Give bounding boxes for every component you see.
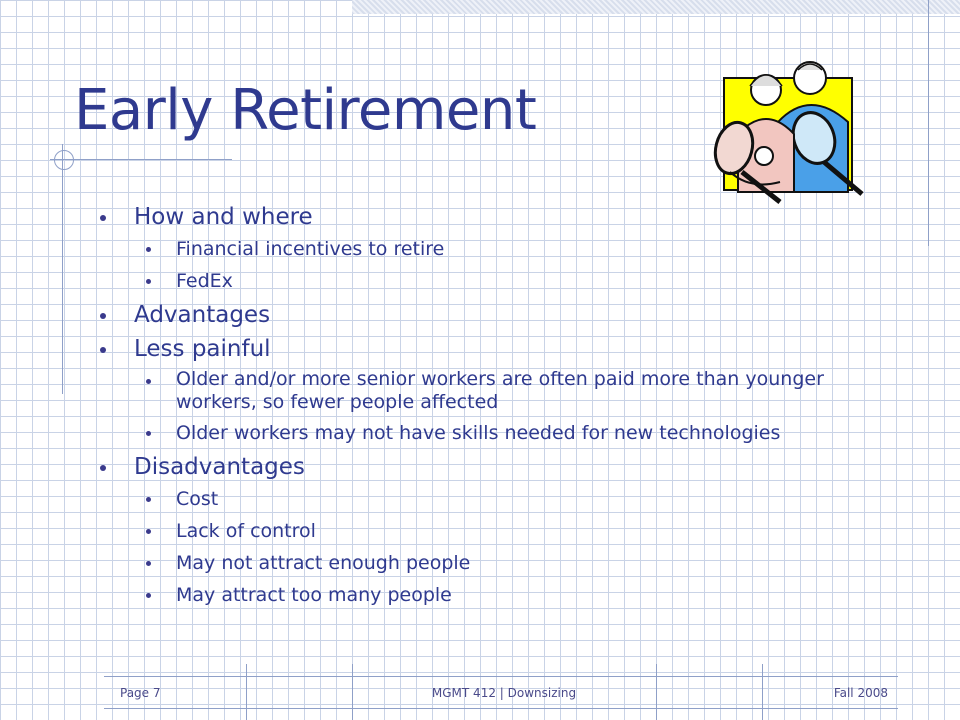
bullet-list (100, 202, 890, 614)
footer-page-label: Page 7 (120, 686, 161, 700)
top-decorative-band (352, 0, 960, 14)
bullet-less-painful: Less painful (100, 334, 890, 364)
subbullet-lack-of-control: Lack of control (146, 518, 890, 544)
title-underline (50, 159, 232, 160)
rule-circle-ornament (54, 150, 74, 170)
subbullet-older-senior-workers: Older and/or more senior workers are often paid more than younger workers, so fewer people affected (146, 368, 890, 414)
bullet-advantages: Advantages (100, 300, 890, 330)
slide-title: Early Retirement (74, 78, 537, 143)
subbullet-financial-incentives: Financial incentives to retire (146, 236, 890, 262)
subbullet-attract-too-many: May attract too many people (146, 582, 890, 608)
footer-term (762, 676, 888, 710)
subbullet-cost: Cost (146, 486, 890, 512)
footer-page-number (120, 676, 240, 710)
bullet-disadvantages: Disadvantages (100, 452, 890, 482)
footer-term-label: Fall 2008 (833, 686, 888, 700)
subbullet-not-attract-enough: May not attract enough people (146, 550, 890, 576)
footer-divider-3 (656, 664, 657, 720)
subbullet-older-workers-skills: Older workers may not have skills needed for new technologies (146, 420, 890, 446)
subbullet-fedex: FedEx (146, 268, 890, 294)
tennis-couple-icon (702, 52, 872, 212)
footer-course-label: MGMT 412 | Downsizing (431, 686, 577, 700)
bullet-how-and-where: How and where (100, 202, 890, 232)
left-vertical-rule (62, 144, 63, 394)
footer-divider-1 (246, 664, 247, 720)
right-vertical-rule (928, 0, 929, 246)
footer-course (352, 676, 656, 710)
